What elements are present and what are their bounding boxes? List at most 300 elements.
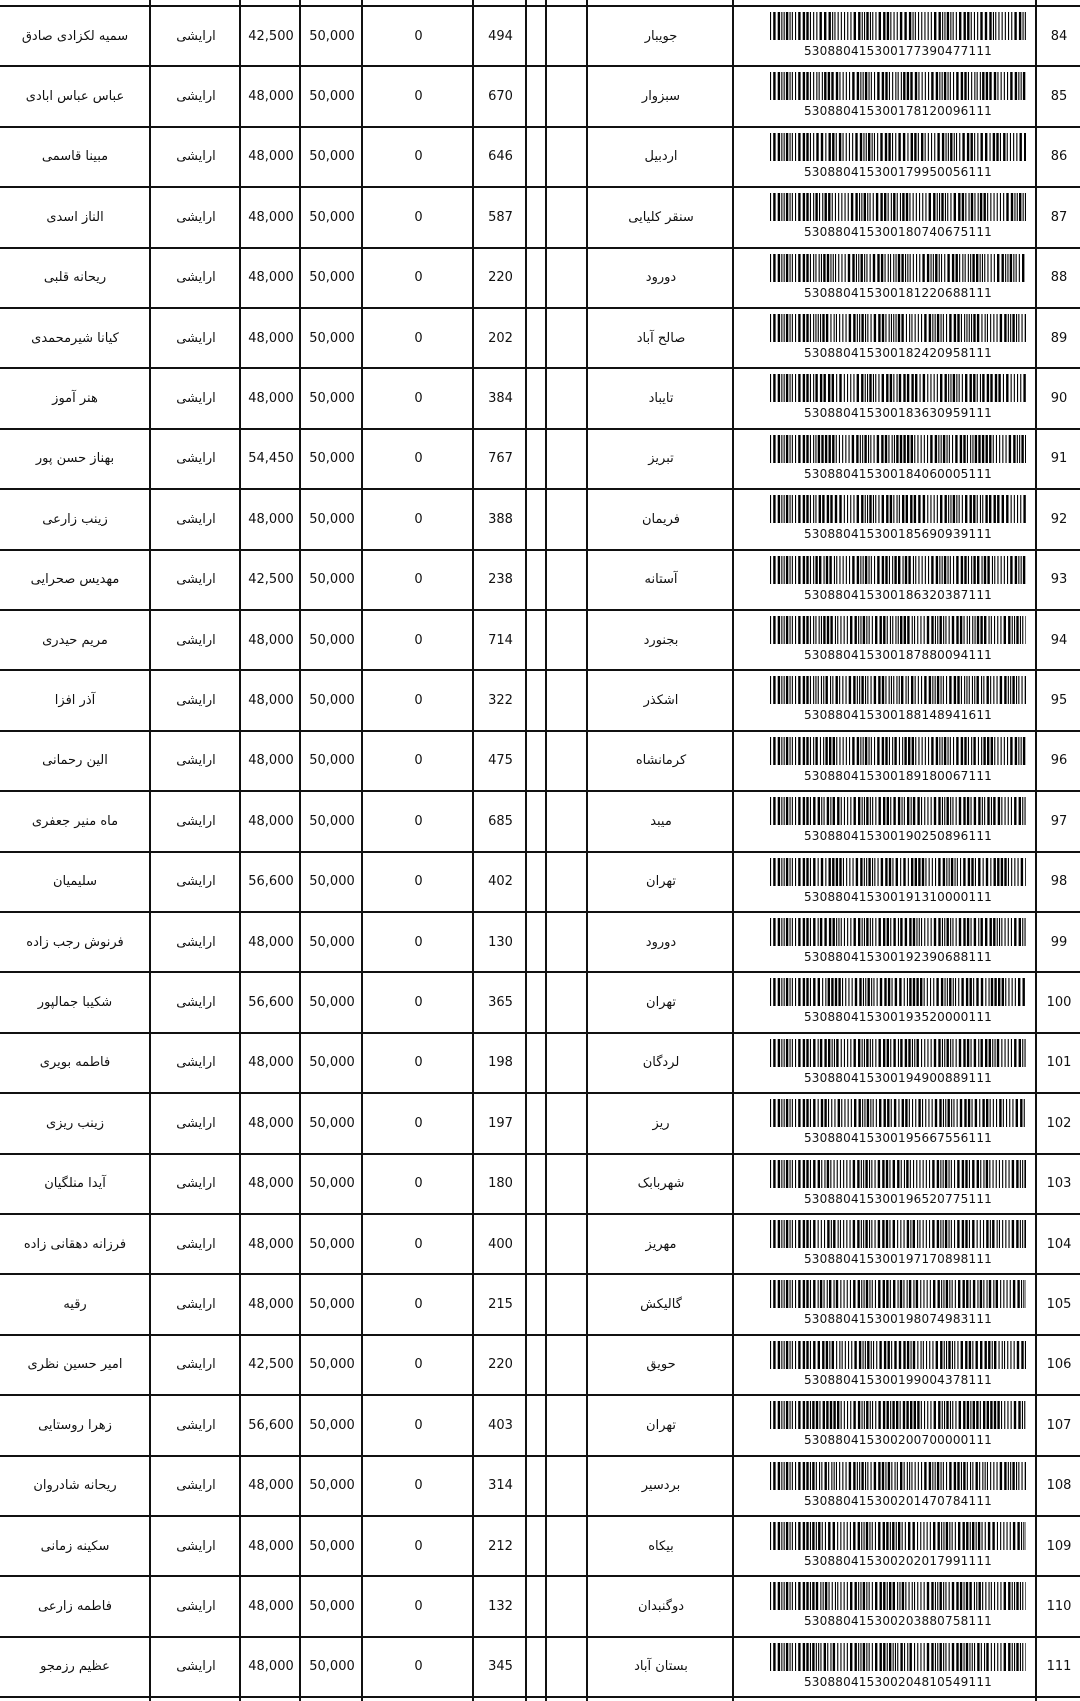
cell-zero: 0 [414,1357,423,1373]
cell-price: 50,000 [309,88,355,104]
barcode-bars [770,676,1026,704]
cell-category: ارایشی [176,1417,216,1433]
cell-city: جویبار [644,28,678,44]
cell-amount: 48,000 [248,1659,294,1675]
barcode-number: 530880415300191310000111 [803,889,993,904]
barcode [770,374,1026,426]
cell-city: صالح آباد [636,330,686,346]
barcode-bars [770,1341,1026,1369]
cell-price: 50,000 [309,209,355,225]
barcode-bars [770,1280,1026,1308]
cell-qty: 198 [488,1055,513,1071]
cell-name: آذر افزا [54,692,96,708]
cell-zero: 0 [414,1176,423,1192]
cell-amount: 48,000 [248,390,294,406]
cell-no: 105 [1046,1296,1072,1312]
barcode-number: 530880415300197170898111 [803,1252,993,1266]
cell-city: دورود [645,934,677,950]
cell-amount: 48,000 [248,330,294,346]
cell-qty: 365 [488,994,513,1010]
cell-category: ارایشی [176,209,216,225]
cell-qty: 475 [488,753,513,769]
cell-category: ارایشی [176,1598,216,1614]
barcode-number: 530880415300177390477111 [803,44,993,58]
barcode [770,1341,1026,1393]
cell-amount: 42,500 [248,1357,294,1373]
cell-price: 50,000 [309,692,355,708]
cell-no: 102 [1046,1115,1072,1131]
cell-price: 50,000 [309,1659,355,1675]
cell-no: 93 [1050,572,1068,588]
cell-category: ارایشی [176,874,216,890]
cell-city: فریمان [641,511,681,527]
cell-city: بستان آباد [634,1659,688,1675]
cell-name: الناز اسدی [46,209,104,225]
cell-amount: 48,000 [248,270,294,286]
cell-amount: 48,000 [248,1115,294,1131]
cell-amount: 48,000 [248,209,294,225]
barcode-bars [770,978,1026,1006]
cell-qty: 494 [488,28,513,44]
cell-price: 50,000 [309,1055,355,1071]
cell-price: 50,000 [309,753,355,769]
cell-zero: 0 [414,1236,423,1252]
cell-no: 90 [1050,390,1068,406]
cell-name: فرزانه دهقانی زاده [23,1236,127,1252]
cell-price: 50,000 [309,451,355,467]
cell-amount: 42,500 [248,28,294,44]
cell-price: 50,000 [309,874,355,890]
cell-zero: 0 [414,1417,423,1433]
cell-category: ارایشی [176,149,216,165]
cell-name: عباس عباس ابادی [25,88,125,104]
cell-category: ارایشی [176,572,216,588]
cell-qty: 400 [488,1236,513,1252]
barcode-number: 530880415300183630959111 [803,406,993,421]
cell-qty: 587 [488,209,513,225]
cell-category: ارایشی [176,1538,216,1554]
cell-amount: 48,000 [248,1055,294,1071]
cell-name: مبینا قاسمی [41,149,109,165]
cell-category: ارایشی [176,451,216,467]
cell-amount: 48,000 [248,632,294,648]
cell-zero: 0 [414,632,423,648]
cell-no: 109 [1046,1538,1072,1554]
cell-zero: 0 [414,270,423,286]
cell-category: ارایشی [176,1296,216,1312]
cell-city: بردسیر [641,1478,681,1494]
barcode [770,797,1026,849]
barcode-number: 530880415300203880758111 [803,1614,993,1629]
cell-name: عظیم رزمجو [40,1659,110,1675]
barcode-number: 530880415300190250896111 [803,829,993,844]
cell-price: 50,000 [309,28,355,44]
cell-no: 110 [1046,1598,1072,1614]
barcode-number: 530880415300200700000111 [803,1433,993,1448]
barcode-bars [770,374,1026,402]
barcode-bars [770,737,1026,765]
cell-price: 50,000 [309,330,355,346]
barcode [770,737,1026,789]
barcode-bars [770,1462,1026,1490]
cell-no: 103 [1046,1176,1072,1192]
cell-price: 50,000 [309,632,355,648]
cell-category: ارایشی [176,1357,216,1373]
barcode-bars [770,193,1026,221]
cell-city: تهران [646,994,676,1010]
cell-qty: 767 [488,451,513,467]
cell-qty: 388 [488,511,513,527]
cell-city: سبزوار [641,88,681,104]
barcode [770,556,1026,608]
cell-no: 107 [1046,1417,1072,1433]
barcode-number: 530880415300185690939111 [803,527,993,542]
cell-amount: 48,000 [248,692,294,708]
cell-price: 50,000 [309,1538,355,1554]
cell-qty: 685 [488,813,513,829]
barcode-bars [770,1401,1026,1429]
cell-no: 95 [1050,692,1068,708]
cell-no: 104 [1046,1236,1072,1252]
cell-qty: 132 [488,1598,513,1614]
cell-name: هنر آموز [52,390,98,406]
barcode-bars [770,918,1026,946]
barcode [770,676,1026,728]
cell-qty: 403 [488,1417,513,1433]
cell-no: 87 [1050,209,1068,225]
cell-name: فاطمه بویری [39,1055,111,1071]
cell-city: تهران [646,874,676,890]
barcode [770,1220,1026,1272]
barcode-bars [770,797,1026,825]
cell-zero: 0 [414,330,423,346]
cell-name: سکینه زمانی [40,1538,110,1554]
cell-category: ارایشی [176,1055,216,1071]
cell-price: 50,000 [309,1115,355,1131]
cell-qty: 212 [488,1538,513,1554]
cell-price: 50,000 [309,1417,355,1433]
cell-no: 86 [1050,149,1068,165]
cell-name: ریحانه قلبی [43,270,107,286]
cell-no: 94 [1050,632,1068,648]
barcode-bars [770,72,1026,100]
cell-name: زینب ریزی [46,1115,104,1131]
cell-city: دورود [645,270,677,286]
cell-no: 84 [1050,28,1068,44]
barcode [770,133,1026,185]
cell-amount: 48,000 [248,149,294,165]
cell-category: ارایشی [176,390,216,406]
cell-qty: 322 [488,692,513,708]
barcode-number: 530880415300196520775111 [803,1191,993,1206]
cell-name: مهدیس صحرایی [30,572,120,588]
cell-price: 50,000 [309,813,355,829]
barcode [770,1401,1026,1453]
barcode-bars [770,1643,1026,1671]
cell-name: الین رحمانی [42,753,108,769]
cell-city: میبد [650,813,672,829]
cell-qty: 402 [488,874,513,890]
cell-city: حویق [646,1357,676,1373]
barcode [770,314,1026,366]
barcode-bars [770,133,1026,161]
cell-amount: 48,000 [248,1296,294,1312]
cell-zero: 0 [414,692,423,708]
barcode-number: 530880415300181220688111 [803,285,993,300]
cell-name: بهناز حسن پور [35,451,115,467]
cell-category: ارایشی [176,1236,216,1252]
cell-name: زهرا روستایی [38,1417,112,1433]
cell-name: ماه منیر جعفری [31,813,119,829]
cell-name: آیدا منلگیان [44,1176,106,1192]
cell-zero: 0 [414,874,423,890]
barcode [770,435,1026,487]
cell-category: ارایشی [176,753,216,769]
cell-category: ارایشی [176,632,216,648]
cell-name: مریم حیدری [42,632,108,648]
barcode-bars [770,435,1026,463]
cell-name: ریحانه شادروان [33,1478,117,1494]
barcode-number: 530880415300194900889111 [803,1070,993,1085]
barcode [770,1099,1026,1151]
barcode-bars [770,1522,1026,1550]
cell-zero: 0 [414,1659,423,1675]
barcode-number: 530880415300178120096111 [803,104,993,119]
cell-no: 101 [1046,1055,1072,1071]
cell-amount: 48,000 [248,1176,294,1192]
cell-no: 85 [1050,88,1068,104]
cell-name: فرنوش رجب زاده [26,934,124,950]
cell-qty: 130 [488,934,513,950]
cell-name: زینب زارعی [42,511,108,527]
cell-qty: 238 [488,572,513,588]
cell-name: شکیبا جمالپور [37,994,113,1010]
cell-amount: 48,000 [248,1236,294,1252]
cell-qty: 646 [488,149,513,165]
cell-zero: 0 [414,511,423,527]
barcode-number: 530880415300198074983111 [803,1312,993,1327]
cell-zero: 0 [414,390,423,406]
cell-price: 50,000 [309,994,355,1010]
cell-zero: 0 [414,1538,423,1554]
cell-no: 88 [1050,270,1068,286]
cell-zero: 0 [414,209,423,225]
cell-city: کرمانشاه [635,753,687,769]
cell-zero: 0 [414,753,423,769]
cell-name: امیر حسین نظری [27,1357,123,1373]
barcode-bars [770,1160,1026,1188]
cell-city: شهربابک [637,1176,685,1192]
barcode-number: 530880415300180740675111 [803,225,993,240]
cell-city: ریز [652,1115,670,1131]
cell-zero: 0 [414,934,423,950]
barcode-bars [770,12,1026,40]
cell-no: 100 [1046,994,1072,1010]
cell-amount: 48,000 [248,1598,294,1614]
barcode [770,1039,1026,1091]
barcode [770,616,1026,668]
barcode-bars [770,1099,1026,1127]
barcode-number: 530880415300188148941611 [803,708,993,723]
barcode [770,1280,1026,1332]
barcode-bars [770,1220,1026,1248]
barcode [770,1522,1026,1574]
cell-price: 50,000 [309,270,355,286]
cell-city: لردگان [642,1055,680,1071]
cell-category: ارایشی [176,88,216,104]
cell-price: 50,000 [309,1236,355,1252]
cell-qty: 220 [488,1357,513,1373]
barcode [770,1160,1026,1212]
cell-zero: 0 [414,994,423,1010]
cell-category: ارایشی [176,813,216,829]
cell-zero: 0 [414,1598,423,1614]
cell-zero: 0 [414,28,423,44]
cell-price: 50,000 [309,572,355,588]
cell-zero: 0 [414,88,423,104]
cell-no: 99 [1050,934,1068,950]
cell-amount: 56,600 [248,994,294,1010]
cell-qty: 202 [488,330,513,346]
cell-name: سمیه لکزادی صادق [21,28,129,44]
cell-category: ارایشی [176,994,216,1010]
cell-amount: 48,000 [248,934,294,950]
cell-price: 50,000 [309,511,355,527]
cell-city: سنقر کلیایی [628,209,694,225]
barcode-bars [770,616,1026,644]
cell-zero: 0 [414,451,423,467]
cell-qty: 215 [488,1296,513,1312]
barcode [770,1462,1026,1514]
cell-amount: 42,500 [248,572,294,588]
barcode-bars [770,1039,1026,1067]
cell-no: 91 [1050,451,1068,467]
barcode-number: 530880415300189180067111 [803,768,993,783]
cell-no: 108 [1046,1478,1072,1494]
cell-city: تهران [646,1417,676,1433]
cell-city: تبریز [648,451,674,467]
cell-zero: 0 [414,1478,423,1494]
cell-amount: 48,000 [248,1538,294,1554]
cell-category: ارایشی [176,28,216,44]
cell-no: 97 [1050,813,1068,829]
barcode-bars [770,1582,1026,1610]
cell-amount: 48,000 [248,753,294,769]
barcode [770,72,1026,124]
cell-amount: 48,000 [248,1478,294,1494]
barcode-bars [770,254,1026,282]
cell-qty: 314 [488,1478,513,1494]
cell-qty: 714 [488,632,513,648]
barcode-number: 530880415300202017991111 [803,1554,993,1568]
cell-category: ارایشی [176,1176,216,1192]
cell-no: 98 [1050,874,1068,890]
barcode [770,12,1026,64]
barcode-number: 530880415300186320387111 [803,587,993,602]
cell-amount: 48,000 [248,88,294,104]
barcode-bars [770,495,1026,523]
cell-city: بجنورد [643,632,679,648]
barcode-number: 530880415300199004378111 [803,1372,993,1387]
cell-price: 50,000 [309,1296,355,1312]
cell-price: 50,000 [309,1478,355,1494]
barcode-bars [770,858,1026,886]
cell-amount: 56,600 [248,1417,294,1433]
cell-qty: 384 [488,390,513,406]
cell-price: 50,000 [309,1598,355,1614]
cell-no: 89 [1050,330,1068,346]
cell-amount: 56,600 [248,874,294,890]
cell-city: بیکاه [648,1538,674,1554]
cell-category: ارایشی [176,1659,216,1675]
cell-qty: 345 [488,1659,513,1675]
barcode [770,918,1026,970]
cell-no: 106 [1046,1357,1072,1373]
barcode [770,254,1026,306]
cell-zero: 0 [414,572,423,588]
cell-price: 50,000 [309,149,355,165]
cell-no: 96 [1050,753,1068,769]
cell-qty: 197 [488,1115,513,1131]
barcode [770,495,1026,547]
cell-zero: 0 [414,1115,423,1131]
barcode [770,978,1026,1030]
barcode-bars [770,556,1026,584]
cell-category: ارایشی [176,330,216,346]
cell-city: تایباد [648,390,674,406]
cell-zero: 0 [414,1296,423,1312]
cell-name: سلیمیان [52,874,98,890]
barcode-number: 530880415300193520000111 [803,1010,993,1025]
barcode-bars [770,314,1026,342]
cell-no: 111 [1046,1659,1072,1675]
barcode [770,193,1026,245]
cell-name: کیانا شیرمحمدی [31,330,119,346]
cell-category: ارایشی [176,1115,216,1131]
barcode-number: 530880415300201470784111 [803,1493,993,1508]
barcode-number: 530880415300204810549111 [803,1674,993,1689]
cell-city: اردبیل [644,149,678,165]
cell-price: 50,000 [309,1176,355,1192]
cell-zero: 0 [414,813,423,829]
cell-name: رقیه [63,1296,87,1312]
cell-amount: 48,000 [248,511,294,527]
cell-qty: 220 [488,270,513,286]
cell-zero: 0 [414,1055,423,1071]
barcode-number: 530880415300187880094111 [803,648,993,662]
cell-price: 50,000 [309,934,355,950]
cell-qty: 670 [488,88,513,104]
cell-category: ارایشی [176,511,216,527]
cell-category: ارایشی [176,692,216,708]
barcode [770,1643,1026,1695]
barcode-number: 530880415300182420958111 [803,346,993,360]
cell-city: مهریز [645,1236,677,1252]
cell-amount: 54,450 [248,451,294,467]
barcode-number: 530880415300179950056111 [803,164,993,179]
cell-price: 50,000 [309,390,355,406]
barcode-number: 530880415300192390688111 [803,950,993,964]
cell-name: فاطمه زارعی [38,1598,112,1614]
cell-city: آستانه [644,572,678,588]
barcode [770,1582,1026,1634]
cell-city: دوگنبدان [637,1598,685,1614]
barcode-number: 530880415300184060005111 [803,466,993,481]
cell-category: ارایشی [176,934,216,950]
cell-city: اشکذر [643,692,679,708]
cell-category: ارایشی [176,270,216,286]
cell-zero: 0 [414,149,423,165]
